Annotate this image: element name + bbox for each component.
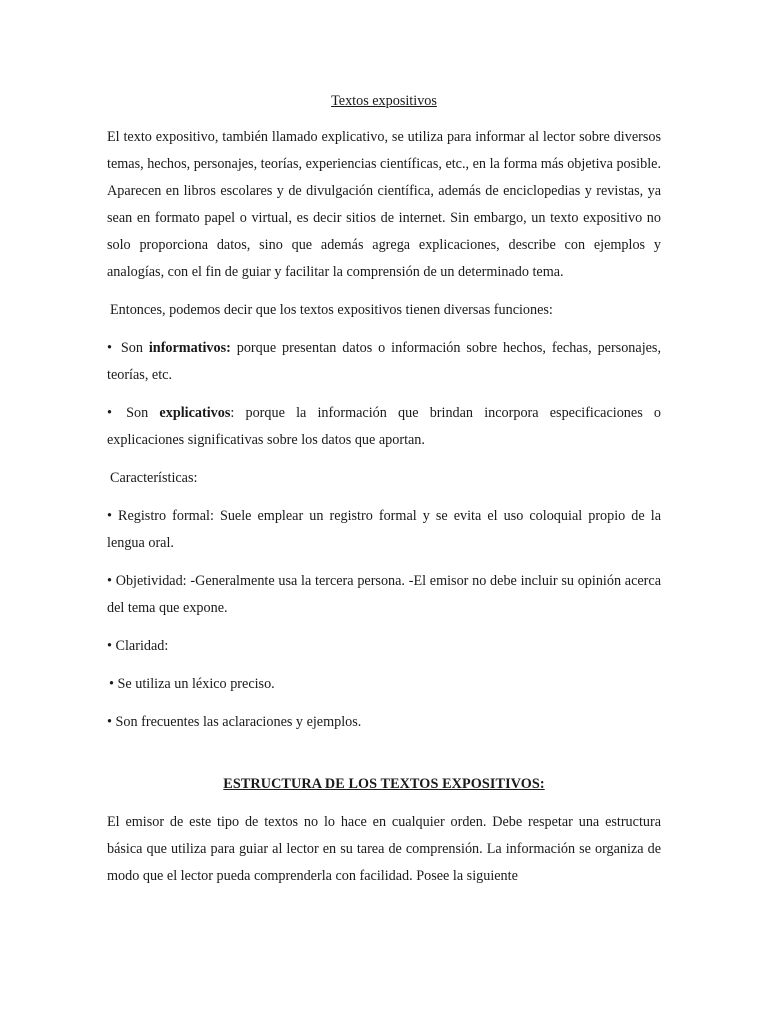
characteristic-text: Objetividad: -Generalmente usa la tercera persona. -El emisor no debe incluir su opinión acerca del tema que expone. — [107, 573, 661, 616]
characteristic-item — [107, 503, 661, 557]
characteristic-item — [107, 709, 661, 736]
bullet-symbol: • — [109, 676, 114, 692]
bullet-symbol: • — [107, 714, 112, 730]
characteristic-text: Son frecuentes las aclaraciones y ejemplos. — [115, 714, 362, 730]
function-prefix: Son — [126, 405, 149, 421]
bullet-symbol: • — [107, 508, 112, 524]
function-prefix: Son — [120, 340, 143, 356]
characteristic-text: Se utiliza un léxico preciso. — [117, 676, 275, 692]
function-term: explicativos — [159, 405, 231, 421]
function-item-informativos — [107, 335, 661, 389]
characteristic-text: Registro formal: Suele emplear un registro formal y se evita el uso coloquial propio de la lengua oral. — [107, 508, 661, 551]
function-text: porque presentan datos o información sobre hechos, fechas, personajes, teorías, etc. — [107, 340, 661, 383]
structure-paragraph: El emisor de este tipo de textos no lo hace en cualquier orden. Debe respetar una estructura básica que utiliza para guiar al lector en su tarea de comprensión. La información se organiza de modo que el lector pueda comprenderla con facilidad. Posee la siguiente — [107, 814, 661, 884]
characteristic-item — [107, 568, 661, 622]
structure-heading: ESTRUCTURA DE LOS TEXTOS EXPOSITIVOS: — [223, 776, 545, 792]
bullet-symbol: • — [107, 573, 112, 589]
characteristics-label: Características: — [110, 470, 198, 486]
function-item-explicativos — [107, 400, 661, 454]
bullet-symbol: • — [107, 638, 112, 654]
characteristic-text: Claridad: — [115, 638, 169, 654]
characteristic-item — [107, 671, 661, 698]
functions-intro: Entonces, podemos decir que los textos expositivos tienen diversas funciones: — [110, 302, 553, 318]
bullet-symbol: • — [107, 340, 112, 356]
characteristic-item — [107, 633, 661, 660]
document-title: Textos expositivos — [331, 93, 437, 109]
function-term: informativos: — [148, 340, 231, 356]
document-content — [107, 88, 661, 901]
intro-paragraph: El texto expositivo, también llamado explicativo, se utiliza para informar al lector sobre diversos temas, hechos, personajes, teorías, experiencias científicas, etc., en la forma más objetiva posible. Aparecen en libros escolares y de divulgación científica, además de enciclopedias y revistas, ya sean en formato papel o virtual, es decir sitios de internet. Sin embargo, un texto expositivo no solo proporciona datos, sino que además agrega explicaciones, describe con ejemplos y analogías, con el fin de guiar y facilitar la comprensión de un determinado tema. — [107, 129, 661, 280]
bullet-symbol: • — [107, 405, 112, 421]
function-text: : porque la información que brindan incorpora especificaciones o explicaciones significativas sobre los datos que aportan. — [107, 405, 661, 448]
